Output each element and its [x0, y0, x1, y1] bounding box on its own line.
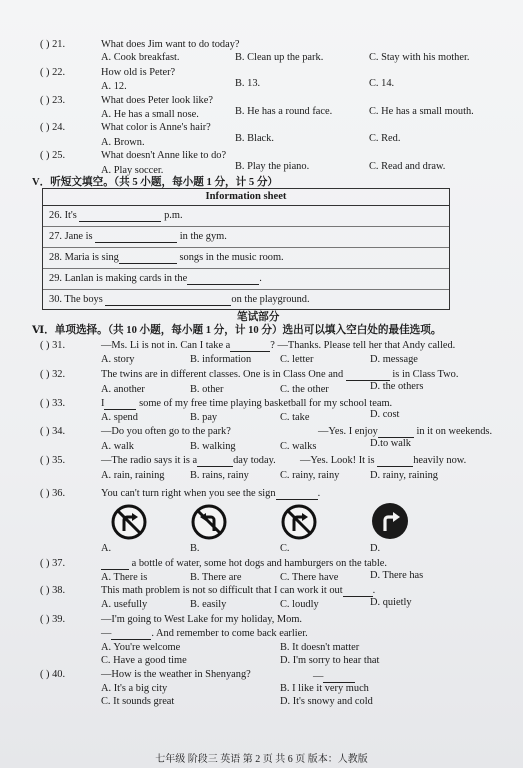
q39-stem-c: . And remember to come back earlier. [151, 628, 308, 639]
q24-option-b: B. Black. [235, 133, 274, 144]
q36-stem [101, 488, 320, 500]
q34-stem-c: in it on weekends. [416, 426, 493, 437]
q40-option-b: B. I like it very much [280, 683, 369, 694]
q32-option-a: A. another [101, 384, 145, 395]
q37-stem [101, 558, 387, 570]
q37-number: ( ) 37. [40, 558, 66, 569]
info-27-blank[interactable] [95, 232, 177, 243]
info-26-text-b: p.m. [164, 210, 183, 221]
q34-stem-b-text: —Yes. I enjoy [318, 426, 378, 437]
q36-option-a: A. [101, 543, 112, 554]
q39-blank[interactable] [111, 629, 151, 640]
info-29-blank[interactable] [187, 274, 259, 285]
q21-number: ( ) 21. [40, 39, 66, 50]
q35-option-c: C. rainy, rainy [280, 470, 340, 481]
info-30-text-b: on the playground. [231, 294, 310, 305]
q36-blank[interactable] [276, 489, 318, 500]
q25-option-b: B. Play the piano. [235, 161, 310, 172]
q32-stem [101, 369, 458, 381]
q37-stem-a: a bottle of water, some hot dogs and hamburgers on the table. [131, 558, 387, 569]
page-footer: 七年级 阶段三 英语 第 2 页 共 6 页 版本：人教版 [155, 754, 368, 765]
q33-option-c: C. take [280, 412, 310, 423]
q40-stem-a: —How is the weather in Shenyang? [101, 669, 251, 680]
q38-option-b: B. easily [190, 599, 227, 610]
q40-stem-b [313, 671, 355, 683]
q31-stem-b: ? —Thanks. Please tell her that Andy called. [270, 340, 456, 351]
q34-blank[interactable] [378, 427, 414, 438]
q33-option-a: A. spend [101, 412, 138, 423]
q37-option-c: C. There have [280, 572, 339, 583]
q21-option-c: C. Stay with his mother. [369, 52, 470, 63]
q40-option-a: A. It's a big city [101, 683, 168, 694]
q37-option-a: A. There is [101, 572, 148, 583]
q34-stem-a: —Do you often go to the park? [101, 426, 231, 437]
q35-stem-d: heavily now. [413, 455, 467, 466]
q39-option-b: B. It doesn't matter [280, 642, 360, 653]
q21-option-b: B. Clean up the park. [235, 52, 324, 63]
q36-stem-b: . [317, 488, 321, 499]
info-28-text-a: 28. Maria is sing [49, 252, 119, 263]
q22-stem: How old is Peter? [101, 67, 176, 78]
q22-option-c: C. 14. [369, 78, 395, 89]
q24-option-c: C. Red. [369, 133, 401, 144]
q39-number: ( ) 39. [40, 614, 66, 625]
q39-stem-a: —I'm going to West Lake for my holiday, Mom. [101, 614, 303, 625]
q22-number: ( ) 22. [40, 67, 66, 78]
q36-stem-a: You can't turn right when you see the sign [101, 488, 276, 499]
q35-stem-c-text: —Yes. Look! It is [300, 455, 375, 466]
q39-option-d: D. I'm sorry to hear that [280, 655, 380, 666]
q35-blank-2[interactable] [377, 456, 413, 467]
q32-stem-a: The twins are in different classes. One is in Class One and [101, 369, 344, 380]
q21-option-a: A. Cook breakfast. [101, 52, 180, 63]
written-part-heading: 笔试部分 [237, 312, 280, 323]
q23-option-c: C. He has a small mouth. [369, 106, 474, 117]
section-5-heading: V．听短文填空。（共 5 小题，每小题 1 分，计 5 分） [32, 177, 279, 188]
q22-option-b: B. 13. [235, 78, 261, 89]
q31-blank[interactable] [230, 341, 270, 352]
q38-number: ( ) 38. [40, 585, 66, 596]
q34-option-c: C. walks [280, 441, 317, 452]
q33-stem-a: I [101, 398, 105, 409]
q25-stem: What doesn't Anne like to do? [101, 150, 227, 161]
q23-stem: What does Peter look like? [101, 95, 213, 106]
q21-stem: What does Jim want to do today? [101, 39, 240, 50]
q38-option-a: A. usefully [101, 599, 148, 610]
q38-stem-a: This math problem is not so difficult that I can work it out [101, 585, 343, 596]
q31-option-b: B. information [190, 354, 252, 365]
q36-option-c: C. [280, 543, 290, 554]
no-right-turn-sign-icon [281, 504, 317, 540]
q33-option-d: D. cost [370, 409, 400, 420]
q38-option-c: C. loudly [280, 599, 319, 610]
q25-option-a: A. Play soccer. [101, 165, 164, 176]
q36-option-d: D. [370, 543, 381, 554]
q24-stem: What color is Anne's hair? [101, 122, 211, 133]
q23-option-a: A. He has a small nose. [101, 109, 199, 120]
q35-stem-a-text: —The radio says it is a [101, 455, 198, 466]
q39-option-a: A. You're welcome [101, 642, 181, 653]
info-row-29 [43, 269, 449, 290]
info-29-text-a: 29. Lanlan is making cards in the [49, 273, 188, 284]
q38-option-d: D. quietly [370, 597, 412, 608]
info-30-text-a: 30. The boys [49, 294, 103, 305]
q31-stem-a: —Ms. Li is not in. Can I take a [101, 340, 231, 351]
info-29-text-b: . [259, 273, 262, 284]
q24-number: ( ) 24. [40, 122, 66, 133]
q40-dash: — [313, 671, 324, 682]
info-row-26 [43, 206, 449, 227]
q35-option-a: A. rain, raining [101, 470, 165, 481]
q33-option-b: B. pay [190, 412, 218, 423]
q34-option-a: A. walk [101, 441, 134, 452]
info-28-blank[interactable] [119, 253, 177, 264]
info-26-text-a: 26. It's [49, 210, 77, 221]
q33-number: ( ) 33. [40, 398, 66, 409]
q35-blank-1[interactable] [197, 456, 233, 467]
q31-option-a: A. story [101, 354, 135, 365]
section-6-heading: Ⅵ．单项选择。（共 10 小题，每小题 1 分，计 10 分）选出可以填入空白处的最佳选项。 [32, 325, 442, 336]
q38-stem-b: . [372, 585, 376, 596]
q33-stem [101, 398, 392, 410]
q35-stem-c [300, 455, 466, 467]
q35-stem-b: day today. [233, 455, 276, 466]
q38-stem [101, 585, 375, 597]
q31-option-c: C. letter [280, 354, 314, 365]
q37-option-b: B. There are [190, 572, 242, 583]
info-row-28 [43, 248, 449, 269]
q40-option-c: C. It sounds great [101, 696, 175, 707]
q36-option-b: B. [190, 543, 200, 554]
q38-blank[interactable] [343, 586, 373, 597]
q39-dash: — [101, 628, 112, 639]
q35-number: ( ) 35. [40, 455, 66, 466]
q37-blank[interactable] [101, 559, 129, 570]
q39-stem-b [101, 628, 308, 640]
q32-blank[interactable] [346, 370, 390, 381]
q40-number: ( ) 40. [40, 669, 66, 680]
q25-number: ( ) 25. [40, 150, 66, 161]
q23-number: ( ) 23. [40, 95, 66, 106]
q34-stem-b [318, 426, 492, 438]
q33-stem-b: some of my free time playing basketball for my school team. [139, 398, 393, 409]
turn-right-sign-icon [371, 502, 409, 540]
info-27-text-a: 27. Jane is [49, 231, 93, 242]
q34-option-b: B. walking [190, 441, 236, 452]
info-27-text-b: in the gym. [179, 231, 227, 242]
q36-number: ( ) 36. [40, 488, 66, 499]
q23-option-b: B. He has a round face. [235, 106, 333, 117]
information-sheet-title: Information sheet [43, 189, 449, 206]
q32-option-c: C. the other [280, 384, 329, 395]
q24-option-a: A. Brown. [101, 137, 145, 148]
q33-blank[interactable] [104, 399, 136, 410]
no-left-turn-sign-icon [191, 504, 227, 540]
info-row-27 [43, 227, 449, 248]
info-28-text-b: songs in the music room. [179, 252, 284, 263]
q31-stem [101, 340, 455, 352]
q32-option-d: D. the others [370, 381, 424, 392]
no-right-turn-sign-icon [111, 504, 147, 540]
q35-option-d: D. rainy, raining [370, 470, 439, 481]
q32-number: ( ) 32. [40, 369, 66, 380]
q37-option-d: D. There has [370, 570, 424, 581]
q34-option-d: D.to walk [370, 438, 411, 449]
q32-option-b: B. other [190, 384, 224, 395]
q22-option-a: A. 12. [101, 81, 127, 92]
q32-stem-b: is in Class Two. [392, 369, 459, 380]
q25-option-c: C. Read and draw. [369, 161, 446, 172]
q35-stem-a [101, 455, 276, 467]
information-sheet-table [42, 188, 450, 310]
q40-blank[interactable] [323, 672, 355, 683]
q35-option-b: B. rains, rainy [190, 470, 249, 481]
q31-number: ( ) 31. [40, 340, 66, 351]
q34-number: ( ) 34. [40, 426, 66, 437]
q39-option-c: C. Have a good time [101, 655, 187, 666]
q40-option-d: D. It's snowy and cold [280, 696, 373, 707]
info-row-30 [43, 290, 449, 310]
info-26-blank[interactable] [79, 211, 161, 222]
q31-option-d: D. message [370, 354, 418, 365]
info-30-blank[interactable] [105, 295, 231, 306]
